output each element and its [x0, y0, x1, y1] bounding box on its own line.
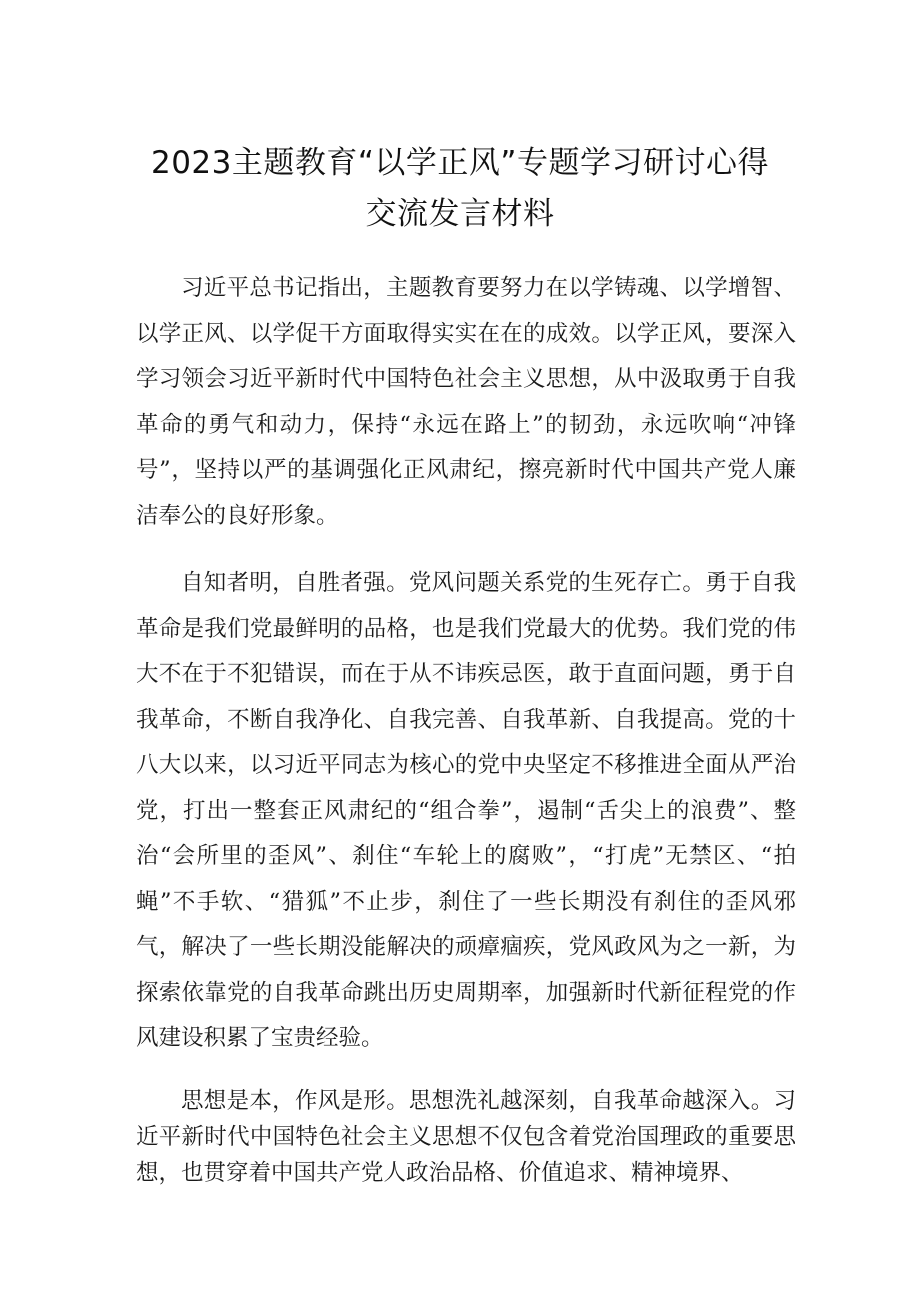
- document-title-line-1: 2023主题教育“以学正风”专题学习研讨心得: [150, 145, 769, 181]
- paragraph-2: 自知者明，自胜者强。党风问题关系党的生死存亡。勇于自我革命是我们党最鲜明的品格，也是我们党最大的优势。我们党的伟大不在于不犯错误，而在于从不讳疾忌医，敢于直面问题，勇于自我革命，不断自我净化、自我完善、自我革新、自我提高。党的十八大以来，以习近平同志为核心的党中央坚定不移推进全面从严治党，打出一整套正风肃纪的“组合拳”，遏制“舌尖上的浪费”、整治“会所里的歪风”、刹住“车轮上的腐败”，“打虎”无禁区、“拍蝇”不手软、“猎狐”不止步，刹住了一些长期没有刹住的歪风邪气，解决了一些长期没能解决的顽瘴痼疾，党风政风为之一新，为探索依靠党的自我革命跳出历史周期率，加强新时代新征程党的作风建设积累了宝贵经验。: [136, 570, 796, 1051]
- document-title-line-2: 交流发言材料: [365, 196, 555, 232]
- paragraph-3: 思想是本，作风是形。思想洗礼越深刻，自我革命越深入。习近平新时代中国特色社会主义思想不仅包含着党治国理政的重要思想，也贯穿着中国共产党人政治品格、价值追求、精神境界、: [136, 1088, 796, 1186]
- paragraph-1: 习近平总书记指出，主题教育要努力在以学铸魂、以学增智、以学正风、以学促干方面取得实实在在的成效。以学正风，要深入学习领会习近平新时代中国特色社会主义思想，从中汲取勇于自我革命的勇气和动力，保持“永远在路上”的韧劲，永远吹响“冲锋号”，坚持以严的基调强化正风肃纪，擦亮新时代中国共产党人廉洁奉公的良好形象。: [136, 275, 796, 529]
